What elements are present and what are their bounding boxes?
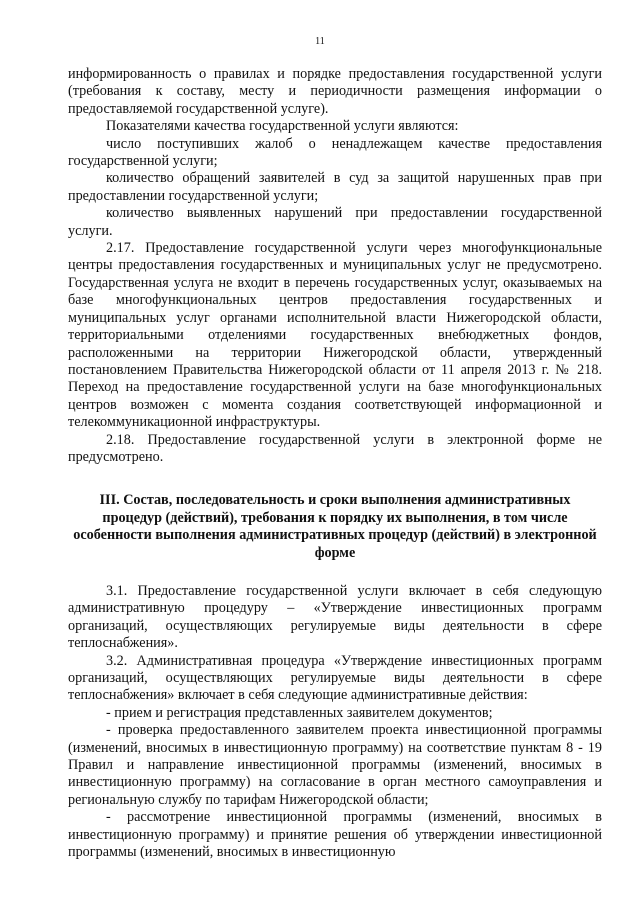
- list-item: - прием и регистрация представленных заявителем документов;: [106, 704, 493, 721]
- paragraph: количество выявленных нарушений при предоставлении государственной услуги.: [68, 205, 602, 239]
- paragraph: информированность о правилах и порядке предоставления государственной услуги (требования к составу, месту и периодичности размещения информации о предоставляемой государственной услуге).: [68, 66, 602, 117]
- section-heading: [68, 492, 602, 562]
- list-item: - проверка предоставленного заявителем проекта инвестиционной программы (изменений, вносимых в инвестиционную программу) на соответствие пунктам 8 - 19 Правил и направление инвестиционной программы (изменений, вносимых в инвестиционную программу) на согласование в орган местного самоуправления и региональную службу по тарифам Нижегородской области;: [68, 722, 602, 808]
- paragraph: количество обращений заявителей в суд за защитой нарушенных прав при предоставлении государственной услуги;: [68, 170, 602, 204]
- paragraph: число поступивших жалоб о ненадлежащем качестве предоставления государственной услуги;: [68, 135, 602, 170]
- paragraph-3-2: 3.2. Административная процедура «Утверждение инвестиционных программ организаций, осуществляющих регулируемые виды деятельности в сфере теплоснабжения» включает в себя следующие административные действия:: [68, 652, 602, 704]
- paragraph-2-17: 2.17. Предоставление государственной услуги через многофункциональные центры предоставления государственных и муниципальных услуг не предусмотрено. Государственная услуга не входит в перечень государственных услуг, оказываемых на базе многофункциональных центров предоставления государственных и муниципальных услуг органами исполнительной власти Нижегородской области, территориальными отделениями государственных внебюджетных фондов, расположенными на территории Нижегородской области, утвержденный постановлением Правительства Нижегородской области от 11 апреля 2013 г. № 218. Переход на предоставление государственной услуги на базе многофункциональных центров возможен с момента создания соответствующей информационной и телекоммуникационной инфраструктуры.: [68, 240, 602, 431]
- section-heading-text: III. Состав, последовательность и сроки выполнения административных процедур (действий), требования к порядку их выполнения, в том числе особенности выполнения административных процедур (действий) в электронной форме: [73, 492, 597, 561]
- page-number: 11: [315, 36, 325, 47]
- paragraph-3-1: 3.1. Предоставление государственной услуги включает в себя следующую административную процедуру – «Утверждение инвестиционных программ организаций, осуществляющих регулируемые виды деятельности в сфере теплоснабжения».: [68, 582, 602, 652]
- page-body: [68, 66, 602, 861]
- list-item: - рассмотрение инвестиционной программы (изменений, вносимых в инвестиционную программу) и принятие решения об утверждении инвестиционной программы (изменений, вносимых в инвестиционную: [68, 809, 602, 861]
- paragraph-2-18: 2.18. Предоставление государственной услуги в электронной форме не предусмотрено.: [68, 431, 602, 465]
- paragraph: Показателями качества государственной услуги являются:: [106, 118, 459, 135]
